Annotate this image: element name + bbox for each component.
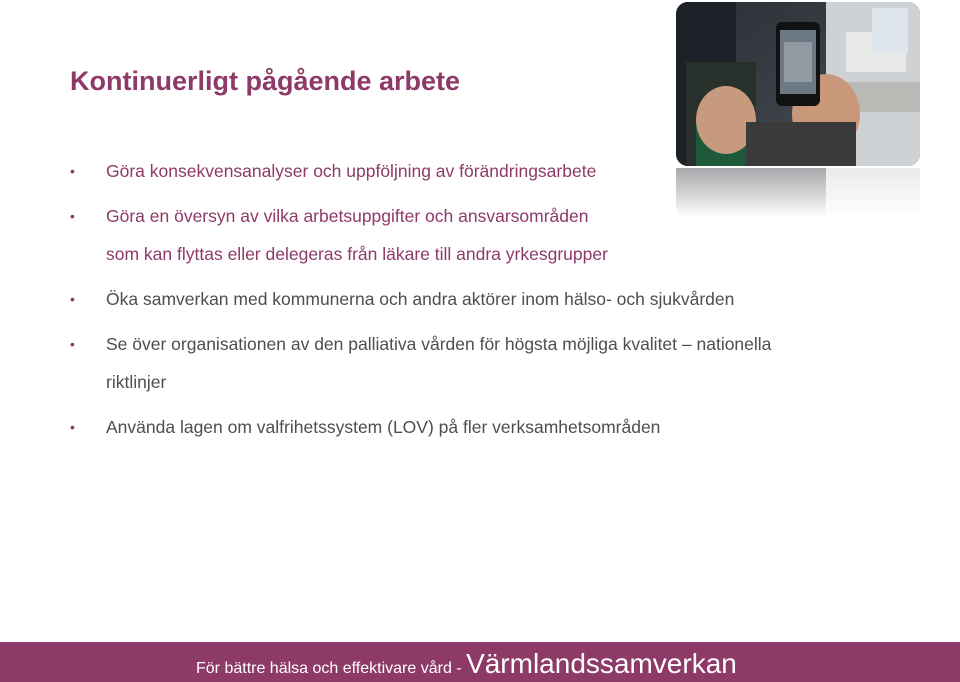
bullet-text: som kan flyttas eller delegeras från läkare till andra yrkesgrupper — [106, 244, 608, 264]
footer-text — [196, 648, 737, 680]
bullet-item — [70, 408, 930, 446]
bullet-text: Använda lagen om valfrihetssystem (LOV) på fler verksamhetsområden — [106, 417, 661, 437]
photo-reflection — [676, 168, 920, 218]
smartphone-photo — [676, 2, 920, 166]
bullet-dot-icon: • — [70, 419, 75, 435]
footer-bar — [0, 642, 960, 682]
bullet-text: riktlinjer — [106, 372, 167, 392]
bullet-text: Göra konsekvensanalyser och uppföljning av förändringsarbete — [106, 161, 597, 181]
footer-brand: Värmlandssamverkan — [466, 648, 737, 679]
bullet-dot-icon: • — [70, 291, 75, 307]
bullet-dot-icon: • — [70, 336, 75, 352]
slide-title: Kontinuerligt pågående arbete — [70, 66, 461, 96]
bullet-text: Se över organisationen av den palliativa vården för högsta möjliga kvalitet – nationella — [106, 334, 772, 354]
footer-tagline: För bättre hälsa och effektivare vård - — [196, 660, 467, 677]
bullet-text: Öka samverkan med kommunerna och andra aktörer inom hälso- och sjukvården — [106, 289, 735, 309]
bullet-item — [70, 325, 930, 401]
bullet-dot-icon: • — [70, 208, 75, 224]
bullet-item — [70, 280, 930, 318]
bullet-text: Göra en översyn av vilka arbetsuppgifter och ansvarsområden — [106, 206, 589, 226]
bullet-dot-icon: • — [70, 163, 75, 179]
